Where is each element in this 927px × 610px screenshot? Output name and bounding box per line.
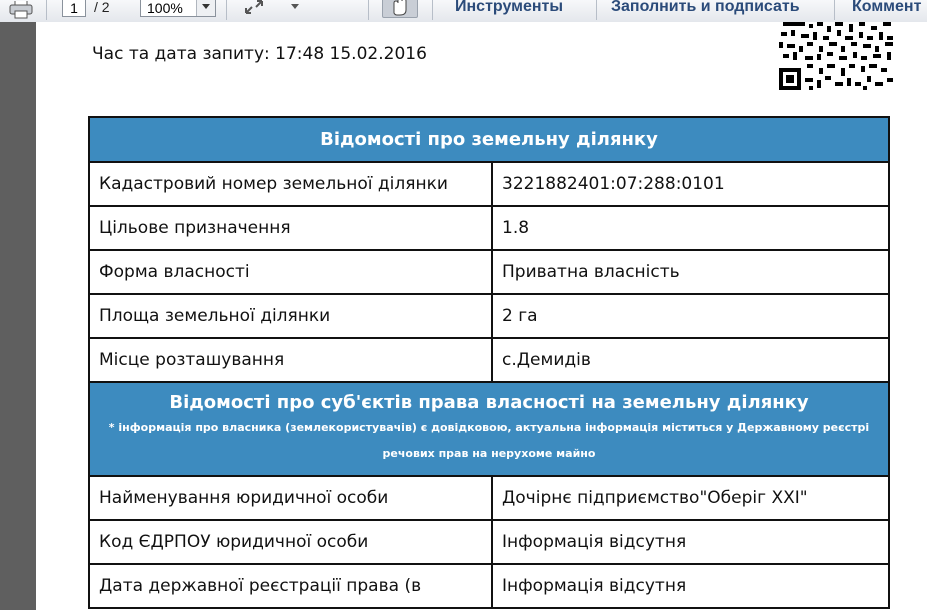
row-label: Форма власності [89,250,492,294]
viewer-gutter [0,22,36,610]
chevron-down-icon[interactable] [196,0,215,16]
row-label: Кадастровий номер земельної ділянки [89,162,492,206]
row-value: 3221882401:07:288:0101 [492,162,889,206]
row-label: Місце розташування [89,338,492,382]
page-count: / 2 [94,0,110,15]
page-number-input[interactable]: 1 [62,0,86,17]
toolbar-divider [368,0,369,20]
toolbar-divider [226,0,227,20]
row-value: Інформація відсутня [492,564,889,608]
toolbar-divider [46,0,47,20]
printer-icon [8,1,34,19]
hand-tool-icon [383,0,417,17]
table-row [89,564,889,608]
request-time-text: Час та дата запиту: 17:48 15.02.2016 [92,44,427,64]
pdf-toolbar [0,0,927,23]
fill-and-sign-link[interactable]: Заполнить и подписать [611,0,800,15]
table-row [89,162,889,206]
toolbar-divider [834,0,835,20]
row-value: 2 га [492,294,889,338]
table-row [89,520,889,564]
print-button[interactable] [8,1,36,21]
comment-link[interactable]: Коммент [852,0,922,15]
row-value: Дочірнє підприємство"Оберіг XXI" [492,476,889,520]
fit-page-icon [242,0,266,17]
row-label: Код ЄДРПОУ юридичної особи [89,520,492,564]
table-row [89,294,889,338]
table-row [89,250,889,294]
land-parcel-table [88,116,890,609]
row-value: Інформація відсутня [492,520,889,564]
toolbar-divider [596,0,597,20]
table-row [89,206,889,250]
section-note: * інформація про власника (землекористувачів) є довідковою, актуальна інформація міститься у Державному реєстрі речових прав на нерухоме майно [108,421,870,460]
pdf-page[interactable] [36,22,927,610]
section-header-row [89,382,889,476]
chevron-down-icon[interactable] [290,4,300,12]
zoom-value: 100% [147,0,183,16]
hand-tool-button[interactable] [382,0,418,18]
table-row [89,338,889,382]
row-label: Дата державної реєстрації права (в [89,564,492,608]
row-label: Площа земельної ділянки [89,294,492,338]
section-header-row [89,117,889,162]
section-title: Відомості про земельну ділянку [89,117,889,162]
qr-code-icon [779,22,895,92]
fit-page-button[interactable] [242,0,266,19]
row-value: с.Демидів [492,338,889,382]
row-label: Найменування юридичної особи [89,476,492,520]
section-header [89,382,889,476]
section-title: Відомості про суб'єктів права власності на земельну ділянку [169,392,809,413]
row-value: 1.8 [492,206,889,250]
toolbar-divider [432,0,433,20]
row-label: Цільове призначення [89,206,492,250]
tools-link[interactable]: Инструменты [455,0,564,15]
zoom-select[interactable] [140,0,216,17]
row-value: Приватна власність [492,250,889,294]
table-row [89,476,889,520]
